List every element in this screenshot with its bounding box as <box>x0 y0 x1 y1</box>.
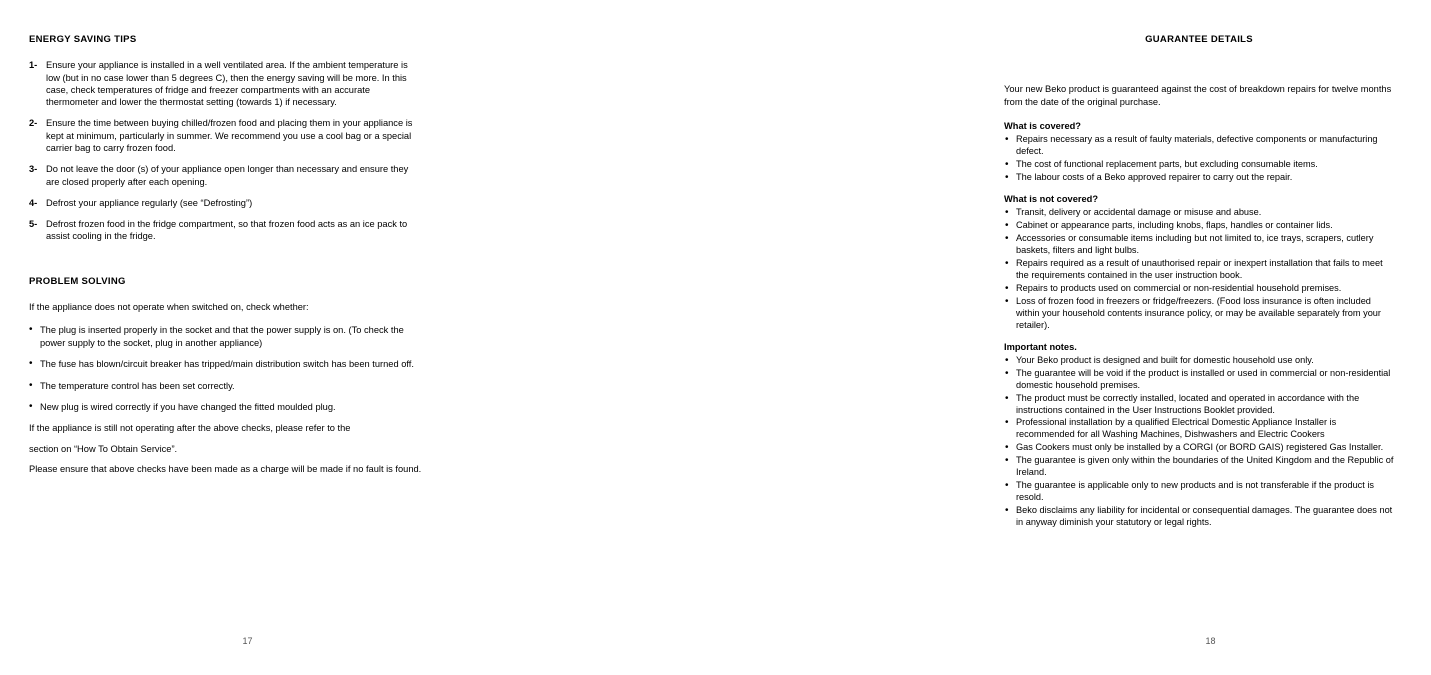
bullet-icon: • <box>1005 257 1009 269</box>
problem-checks-list <box>29 324 424 413</box>
list-item-text: The labour costs of a Beko approved repairer to carry out the repair. <box>1016 172 1293 183</box>
list-item-text: Your Beko product is designed and built for domestic household use only. <box>1016 354 1314 365</box>
what-is-not-covered-list <box>1004 207 1394 332</box>
list-item <box>1004 455 1394 479</box>
bullet-icon: • <box>1005 295 1009 307</box>
guarantee-details-heading: GUARANTEE DETAILS <box>1145 34 1253 45</box>
list-item <box>29 218 424 243</box>
list-item <box>1004 480 1394 504</box>
energy-tips-list <box>29 59 424 242</box>
list-item <box>1004 207 1394 219</box>
bullet-icon: • <box>29 358 33 370</box>
list-item-text: The guarantee is applicable only to new products and is not transferable if the product is resold. <box>1016 480 1375 503</box>
bullet-icon: • <box>1005 159 1009 171</box>
important-notes-list <box>1004 355 1394 529</box>
bullet-icon: • <box>29 379 33 391</box>
guarantee-intro: Your new Beko product is guaranteed against the cost of breakdown repairs for twelve months from the date of the original purchase. <box>1004 84 1392 107</box>
list-item-number: 5- <box>29 219 38 230</box>
list-item <box>29 117 424 154</box>
bullet-icon: • <box>1005 134 1009 146</box>
list-item-text: The temperature control has been set correctly. <box>40 380 235 391</box>
list-item-text: The product must be correctly installed, located and operated in accordance with the instructions contained in the User Instructions Booklet provided. <box>1016 392 1360 415</box>
list-item-text: Do not leave the door (s) of your appliance open longer than necessary and ensure they are closed properly after each opening. <box>46 164 409 187</box>
list-item-number: 3- <box>29 164 38 175</box>
energy-saving-heading: ENERGY SAVING TIPS <box>29 34 137 45</box>
list-item <box>1004 172 1394 184</box>
right-content <box>1004 34 1394 538</box>
list-item-text: The fuse has blown/circuit breaker has tripped/main distribution switch has been turned off. <box>40 359 414 370</box>
page-number-left: 17 <box>242 636 253 646</box>
list-item <box>29 380 424 392</box>
list-item-text: Ensure your appliance is installed in a well ventilated area. If the ambient temperature is low (but in no case lower than 5 degrees C), then the energy saving will be more. In this case, check temperatures of fridge and freezer compartments with an accurate thermometer and lower the thermostat setting (towards 1) if necessary. <box>46 60 408 108</box>
bullet-icon: • <box>1005 392 1009 404</box>
list-item <box>29 324 424 349</box>
list-item <box>1004 368 1394 392</box>
bullet-icon: • <box>1005 207 1009 219</box>
list-item <box>1004 258 1394 282</box>
charge-notice: Please ensure that above checks have been made as a charge will be made if no fault is found. <box>29 464 422 475</box>
bullet-icon: • <box>29 324 33 336</box>
list-item-text: Cabinet or appearance parts, including knobs, flaps, handles or container lids. <box>1016 220 1333 231</box>
bullet-icon: • <box>29 400 33 412</box>
list-item-text: Defrost frozen food in the fridge compartment, so that frozen food acts as an ice pack to assist cooling in the fridge. <box>46 219 408 242</box>
bullet-icon: • <box>1005 505 1009 517</box>
list-item-text: Repairs required as a result of unauthorised repair or inexpert installation that fails to meet the requirements contained in the user instruction book. <box>1016 257 1383 280</box>
section-spacer <box>29 252 424 276</box>
list-item <box>1004 296 1394 332</box>
list-item <box>1004 393 1394 417</box>
list-item-number: 2- <box>29 118 38 129</box>
left-content <box>29 34 424 487</box>
list-item-text: Repairs necessary as a result of faulty materials, defective components or manufacturing defect. <box>1016 134 1378 157</box>
bullet-icon: • <box>1005 480 1009 492</box>
bullet-icon: • <box>1005 455 1009 467</box>
bullet-icon: • <box>1005 354 1009 366</box>
section-spacer <box>1004 59 1394 83</box>
problem-solving-heading: PROBLEM SOLVING <box>29 275 126 287</box>
list-item-text: The guarantee is given only within the boundaries of the United Kingdom and the Republic of Ireland. <box>1016 455 1394 478</box>
list-item-text: Gas Cookers must only be installed by a CORGI (or BORD GAIS) registered Gas Installer. <box>1016 442 1384 453</box>
list-item <box>29 197 424 209</box>
list-item-text: Loss of frozen food in freezers or fridge/freezers. (Food loss insurance is often included within your household contents insurance policy, or may be available separately from your retailer). <box>1016 295 1381 330</box>
list-item <box>1004 233 1394 257</box>
bullet-icon: • <box>1005 232 1009 244</box>
bullet-icon: • <box>1005 172 1009 184</box>
what-is-covered-heading: What is covered? <box>1004 121 1081 132</box>
list-item <box>1004 355 1394 367</box>
list-item <box>29 358 424 370</box>
bullet-icon: • <box>1005 417 1009 429</box>
list-item-text: Transit, delivery or accidental damage or misuse and abuse. <box>1016 207 1262 218</box>
service-reference-line-2: section on “How To Obtain Service”. <box>29 443 178 454</box>
service-reference-line-1: If the appliance is still not operating after the above checks, please refer to the <box>29 423 351 434</box>
list-item-text: The guarantee will be void if the product is installed or used in commercial or non-residential domestic household premises. <box>1016 367 1391 390</box>
list-item-text: The plug is inserted properly in the socket and that the power supply is on. (To check the power supply to the socket, plug in another appliance) <box>40 325 404 348</box>
page-right <box>477 0 1394 675</box>
page-number-right: 18 <box>1205 636 1216 646</box>
list-item-number: 4- <box>29 197 38 208</box>
list-item-text: Beko disclaims any liability for incidental or consequential damages. The guarantee does not in anyway diminish your statutory or legal rights. <box>1016 505 1393 528</box>
list-item <box>1004 442 1394 454</box>
list-item <box>1004 134 1394 158</box>
list-item-text: The cost of functional replacement parts, but excluding consumable items. <box>1016 159 1318 170</box>
list-item <box>1004 283 1394 295</box>
bullet-icon: • <box>1005 220 1009 232</box>
bullet-icon: • <box>1005 282 1009 294</box>
list-item <box>29 163 424 188</box>
list-item-number: 1- <box>29 60 38 71</box>
list-item <box>1004 417 1394 441</box>
list-item <box>1004 505 1394 529</box>
bullet-icon: • <box>1005 442 1009 454</box>
list-item-text: Repairs to products used on commercial or non-residential household premises. <box>1016 282 1342 293</box>
what-is-covered-list <box>1004 134 1394 184</box>
problem-solving-intro: If the appliance does not operate when switched on, check whether: <box>29 301 309 312</box>
list-item <box>29 401 424 413</box>
what-is-not-covered-heading: What is not covered? <box>1004 194 1099 204</box>
important-notes-heading: Important notes. <box>1004 341 1077 352</box>
list-item <box>1004 159 1394 171</box>
list-item-text: Professional installation by a qualified Electrical Domestic Appliance Installer is recommended for all Washing Machines, Dishwashers and Electric Cookers <box>1016 417 1337 440</box>
list-item-text: Defrost your appliance regularly (see “Defrosting”) <box>46 197 253 208</box>
list-item-text: Ensure the time between buying chilled/frozen food and placing them in your appliance is kept at minimum, particularly in summer. We recommend you use a cool bag or a special carrier bag to carry frozen food. <box>46 118 413 153</box>
list-item-text: New plug is wired correctly if you have changed the fitted moulded plug. <box>40 401 336 412</box>
bullet-icon: • <box>1005 367 1009 379</box>
list-item-text: Accessories or consumable items including but not limited to, ice trays, scrapers, cutlery baskets, filters and light bulbs. <box>1016 232 1374 255</box>
list-item <box>1004 220 1394 232</box>
page-left <box>0 0 477 675</box>
list-item <box>29 59 424 108</box>
